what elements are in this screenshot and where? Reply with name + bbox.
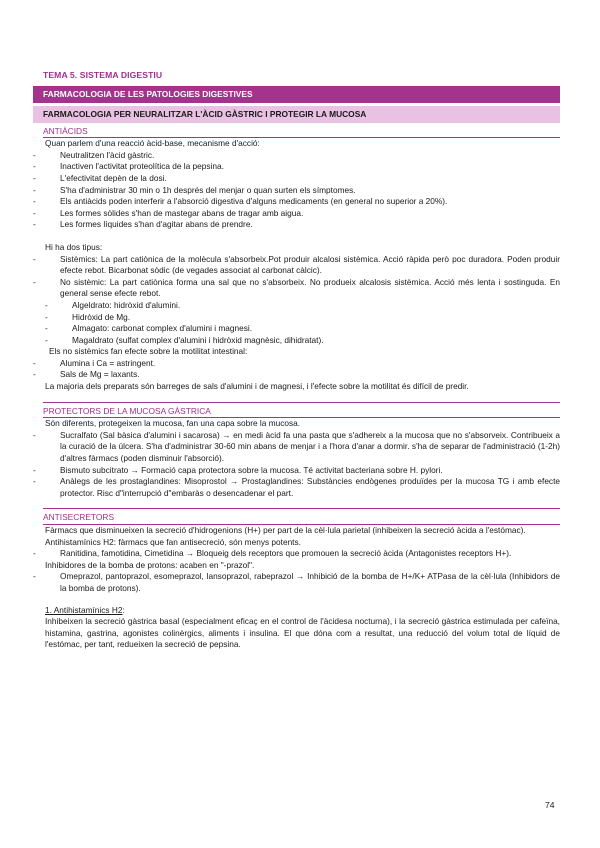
section-title-antisecretors: ANTISECRETORS <box>43 512 115 523</box>
list-item: - Bismuto subcitrato → Formació capa protectora sobre la mucosa. Té activitat bacteriana sobre H. pylori. <box>33 465 560 477</box>
list-item: - Ranitidina, famotidina, Cimetidina → Bloqueig dels receptors que promouen la secreció àcida (Antagonistes receptors H+). <box>33 548 560 560</box>
list-item: - Les formes líquides s'han d'agitar abans de prendre. <box>33 219 560 231</box>
section-divider <box>43 508 560 509</box>
motility-list <box>33 358 560 381</box>
list-item: - Algeldrato: hidròxid d'alumini. <box>33 300 560 312</box>
list-item: - Anàlegs de les prostaglandines: Misoprostol → Prostaglandines: Substàncies endògenes produïdes per la mucosa TG i amb efecte protector. Risc d"interrupció d"embaràs o desencadenar el part. <box>33 476 560 499</box>
page-number: 74 <box>545 800 555 810</box>
list-item: - Inactiven l'activitat proteolítica de la pepsina. <box>33 161 560 173</box>
subchapter-banner: FARMACOLOGIA PER NEURALITZAR L'ÀCID GÀSTRIC I PROTEGIR LA MUCOSA <box>33 106 560 123</box>
pump-line: Inhibidores de la bomba de protons: acaben en "-prazol". <box>45 559 255 570</box>
list-item: - S'ha d'administrar 30 min o 1h després del menjar o quan surten els símptomes. <box>33 185 560 197</box>
list-item: - Magaldrato (sulfat complex d'alumini i hidròxid magnèsic, dihidratat). <box>33 335 560 347</box>
h2-list <box>33 548 560 560</box>
protectors-list <box>33 430 560 500</box>
list-item: - Els antiàcids poden interferir a l'absorció digestiva d'alguns medicaments (en general no superior a 20%). <box>33 196 560 208</box>
pump-list <box>33 571 560 594</box>
document-page <box>33 70 560 651</box>
types-list <box>33 254 560 300</box>
section-divider <box>43 402 560 403</box>
subtypes-list <box>33 300 560 346</box>
list-item: - Sals de Mg = laxants. <box>33 369 560 381</box>
subsection-heading-colon: : <box>122 604 125 615</box>
list-item: - No sistèmic: La part catiònica forma una sal que no s'absorbeix. No produeix alcalosis sistèmica. Acció més lenta i sostinguda. En general sense efecte rebot. <box>33 277 560 300</box>
subsection-heading-text: 1. Antihistamínics H2 <box>45 604 123 615</box>
list-item: - Sucralfato (Sal bàsica d'alumini i sacarosa) → en medi àcid fa una pasta que s'adhereix a la mucosa que no s'absorveix. Contribueix a la curació de la úlcera. S'ha d'administrar 30-60 min abans de menjar i a l'hora d'anar a dormir. s'ha de separar de l'administració (1-2h) d'altres fàrmacs (poden disminuir l'absorció). <box>33 430 560 465</box>
topic-heading: TEMA 5. SISTEMA DIGESTIU <box>43 70 163 80</box>
types-intro: Hi ha dos tipus: <box>45 241 103 252</box>
subsection-heading <box>45 605 560 617</box>
list-item: - Sistèmics: La part catiònica de la molècula s'absorbeix.Pot produir alcalosi sistèmica. Acció ràpida però poc duradora. Poden produir efecte rebot. Bicarbonat sòdic (de vegades associat al carbonat càlcic). <box>33 254 560 277</box>
antisecretors-intro: Fàrmacs que disminueixen la secreció d'hidrogenions (H+) per part de la cèl·lula parietal (inhibeixen la secreció àcida a l'estómac). <box>45 525 526 535</box>
motility-intro: Els no sistèmics fan efecte sobre la motilitat intestinal: <box>49 346 248 357</box>
antiacids-closing: La majoria dels preparats són barreges de sals d'alumini i de magnesi, i l'efecte sobre la motilitat és difícil de predir. <box>45 381 469 392</box>
subsection-text: Inhibeixen la secreció gàstrica basal (especialment eficaç en el control de l'àcidesa nocturna), i la secreció gàstrica estimulada per cafeïna, histamina, gastrina, agonistes colinèrgics, aliments i insulina. El que dóna com a resultat, una reducció del volum total de líquid de l'estómac, per tant, redueixen la secreció de pepsina. <box>45 616 560 650</box>
h2-line: Antihistamínics H2: fàrmacs que fan antisecreció, són menys potents. <box>45 536 301 547</box>
section-title-antiacids: ANTIÀCIDS <box>43 125 88 136</box>
section-title-protectors: PROTECTORS DE LA MUCOSA GÀSTRICA <box>43 405 211 416</box>
list-item: - Almagato: carbonat complex d'alumini i magnesi. <box>33 323 560 335</box>
chapter-banner: FARMACOLOGIA DE LES PATOLOGIES DIGESTIVES <box>33 86 560 103</box>
list-item: - Hidròxid de Mg. <box>33 312 560 324</box>
list-item: - Les formes sòlides s'han de mastegar abans de tragar amb aigua. <box>33 208 560 220</box>
list-item: - Alumina i Ca = astringent. <box>33 358 560 370</box>
antiacids-list <box>33 150 560 231</box>
protectors-intro: Són diferents, protegeixen la mucosa, fan una capa sobre la mucosa. <box>45 418 301 429</box>
list-item: - L'efectivitat depèn de la dosi. <box>33 173 560 185</box>
list-item: - Neutralitzen l'àcid gàstric. <box>33 150 560 162</box>
list-item: - Omeprazol, pantoprazol, esomeprazol, lansoprazol, rabeprazol → Inhibició de la bomba de H+/K+ ATPasa de la cèl·lula (Inhibidors de la bomba de protons). <box>33 571 560 594</box>
antiacids-intro: Quan parlem d'una reacció àcid-base, mecanisme d'acció: <box>45 138 260 149</box>
